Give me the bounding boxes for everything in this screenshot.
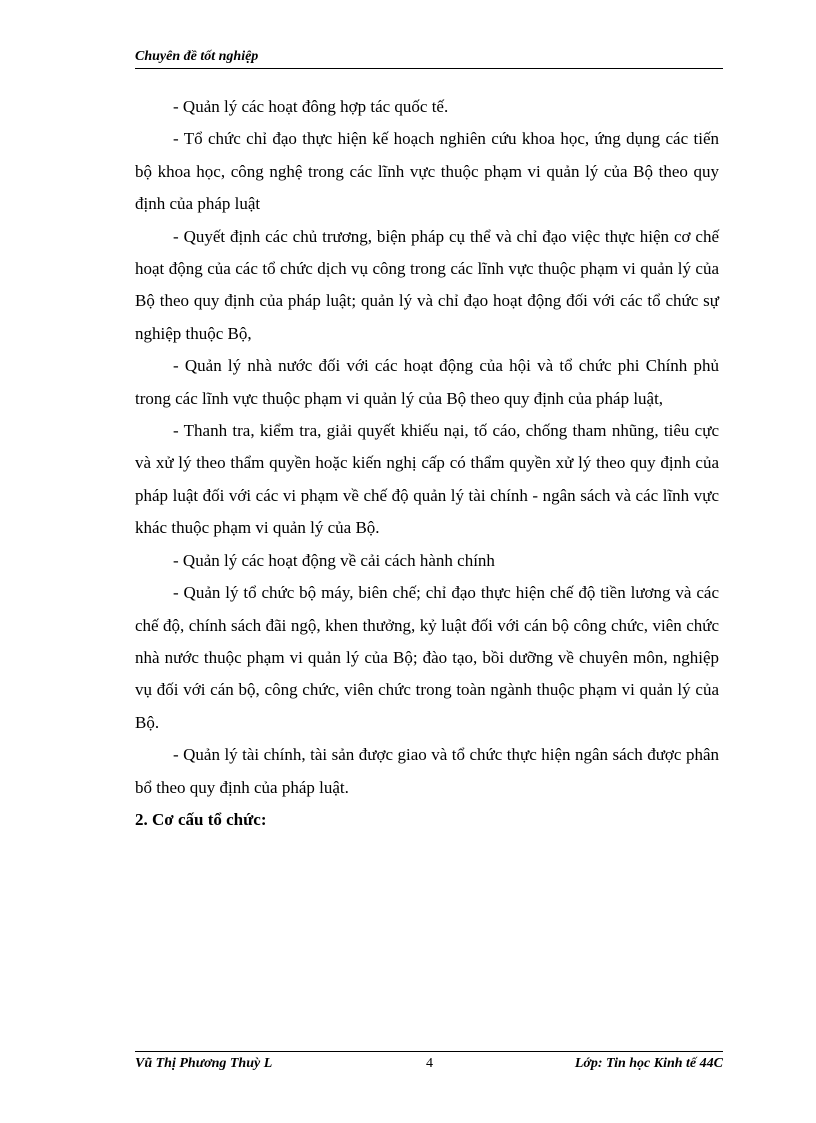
page-header <box>135 48 723 69</box>
paragraph-7: - Quản lý tổ chức bộ máy, biên chế; chỉ đạo thực hiện chế độ tiền lương và các chế độ, chính sách đãi ngộ, khen thưởng, kỷ luật đối với cán bộ công chức, viên chức nhà nước thuộc phạm vi quản lý của Bộ; đào tạo, bồi dưỡng về chuyên môn, nghiệp vụ đối với cán bộ, công chức, viên chức trong toàn ngành thuộc phạm vi quản lý của Bộ. <box>135 583 719 732</box>
paragraph-1: - Quản lý các hoạt đông hợp tác quốc tế. <box>173 97 449 116</box>
paragraph-5: - Thanh tra, kiểm tra, giải quyết khiếu nại, tố cáo, chống tham nhũng, tiêu cực và xử lý theo thẩm quyền hoặc kiến nghị cấp có thẩm quyền xử lý theo quy định của pháp luật đối với các vi phạm về chế độ quản lý tài chính - ngân sách và các lĩnh vực khác thuộc phạm vi quản lý của Bộ. <box>135 421 719 538</box>
paragraph-4: - Quản lý nhà nước đối với các hoạt động của hội và tổ chức phi Chính phủ trong các lĩnh vực thuộc phạm vi quản lý của Bộ theo quy định của pháp luật, <box>135 356 719 408</box>
footer-class: Lớp: Tin học Kinh tế 44C <box>574 1056 723 1071</box>
document-title: Chuyên đề tốt nghiệp <box>135 49 259 64</box>
paragraph-6: - Quản lý các hoạt động về cải cách hành chính <box>173 550 495 570</box>
document-body <box>135 91 719 836</box>
page-footer <box>135 1051 723 1078</box>
footer-author: Vũ Thị Phương Thuỳ L <box>135 1056 273 1071</box>
section-heading: 2. Cơ cấu tổ chức: <box>135 809 267 829</box>
paragraph-2: - Tổ chức chỉ đạo thực hiện kế hoạch nghiên cứu khoa học, ứng dụng các tiến bộ khoa học, công nghệ trong các lĩnh vực thuộc phạm vi quản lý của Bộ theo quy định của pháp luật <box>135 129 719 214</box>
page-number: 4 <box>426 1056 433 1071</box>
paragraph-3: - Quyết định các chủ trương, biện pháp cụ thể và chỉ đạo việc thực hiện cơ chế hoạt động của các tổ chức dịch vụ công trong các lĩnh vực thuộc phạm vi quản lý của Bộ theo quy định của pháp luật; quản lý và chỉ đạo hoạt động đối với các tổ chức sự nghiệp thuộc Bộ, <box>135 226 719 343</box>
paragraph-8: - Quản lý tài chính, tài sản được giao và tổ chức thực hiện ngân sách được phân bổ theo quy định của pháp luật. <box>135 745 719 797</box>
